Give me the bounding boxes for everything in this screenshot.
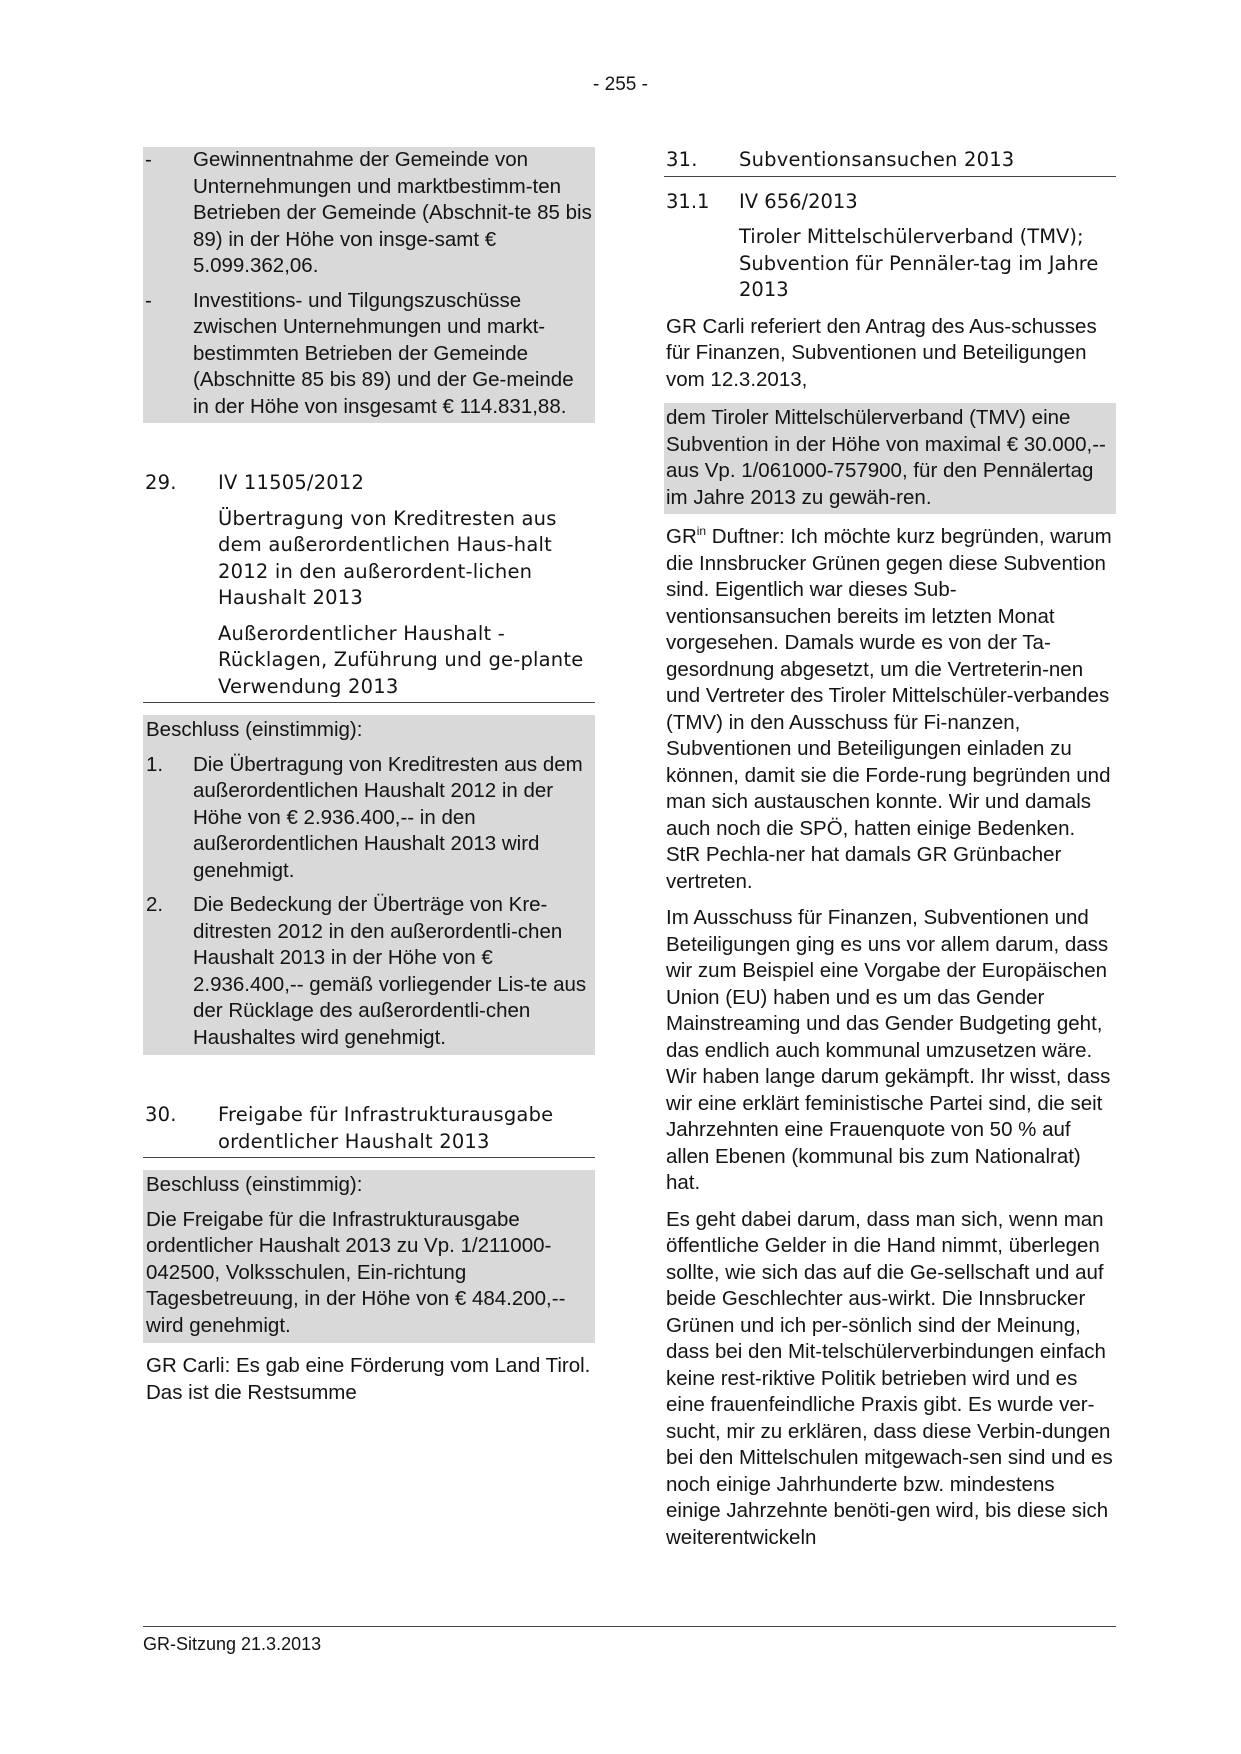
resolution-text: Die Freigabe für die Infrastrukturausgabe ordentlicher Haushalt 2013 zu Vp. 1/211000-042500, Volksschulen, Ein-richtung Tagesbetreuung, in der Höhe von € 484.200,-- wird genehmigt. <box>146 1207 566 1337</box>
right-column <box>664 147 1116 1551</box>
agenda-item-31-1 <box>664 189 1116 304</box>
speaker-superscript: in <box>696 524 707 539</box>
agenda-item-title: Subventionsansuchen 2013 <box>739 148 1015 171</box>
agenda-item-29 <box>143 470 595 703</box>
agenda-item-30 <box>143 1102 595 1158</box>
page-footer: GR-Sitzung 21.3.2013 <box>143 1626 1116 1658</box>
dash-marker: - <box>145 288 152 312</box>
list-item <box>143 147 595 280</box>
point-number: 2. <box>146 893 164 916</box>
page-number: - 255 - <box>593 74 648 95</box>
agenda-item-subtitle: Außerordentlicher Haushalt - Rücklagen, Zuführung und ge-plante Verwendung 2013 <box>218 621 584 698</box>
list-item-text: Investitions- und Tilgungszuschüsse zwischen Unternehmungen und markt-bestimmten Betrieben der Gemeinde (Abschnitte 85 bis 89) und der Ge-meinde in der Höhe von insgesamt € 114.831,88. <box>193 288 574 418</box>
resolution-label: Beschluss (einstimmig): <box>146 1173 363 1196</box>
speech-paragraph-2: Im Ausschuss für Finanzen, Subventionen und Beteiligungen ging es uns vor allem darum, dass wir zum Beispiel eine Vorgabe der Europäischen Union (EU) haben und es um das Gender Mainstreaming und das Gender Budgeting geht, das endlich auch kommunal umzusetzen wäre. Wir haben lange darum gekämpft. Ihr wisst, dass wir eine erklärt feministische Partei sind, die seit Jahrzehnten eine Frauenquote von 50 % auf allen Ebenen (kommunal bis zum Nationalrat) hat. <box>666 906 1111 1194</box>
motion-block: dem Tiroler Mittelschülerverband (TMV) eine Subvention in der Höhe von maximal € 30.000,-- aus Vp. 1/061000-757900, für den Pennälertag im Jahre 2013 zu gewäh-ren. <box>664 403 1116 514</box>
agenda-item-number: 30. <box>145 1103 177 1126</box>
left-column <box>143 147 595 1406</box>
list-item <box>143 288 595 421</box>
speech-text: Duftner: Ich möchte kurz begründen, warum die Innsbrucker Grünen gegen diese Subvention sind. Eigentlich war dieses Sub-ventionsansuchen bereits im letzten Monat vorgesehen. Damals wurde es von der Ta-gesordnung abgesetzt, um die Vertreterin-nen und Vertreter des Tiroler Mittelschüler-verbandes (TMV) in den Ausschuss für Fi-nanzen, Subventionen und Beteiligungen einladen zu können, damit sie die Forde-rung begründen und man sich austauschen konnte. Wir und damals auch noch die SPÖ, hatten einige Bedenken. StR Pechla-ner hat damals GR Grünbacher vertreten. <box>666 525 1112 893</box>
agenda-item-number: 31. <box>666 148 698 171</box>
dash-marker: - <box>145 148 152 171</box>
agenda-item-31 <box>664 147 1116 177</box>
point-number: 1. <box>146 752 164 776</box>
speaker-prefix: GR <box>666 525 697 548</box>
agenda-item-title: Übertragung von Kreditresten aus dem außerordentlichen Haus-halt 2012 in den außerordent-lichen Haushalt 2013 <box>218 506 557 609</box>
point-text: Die Bedeckung der Überträge von Kre-ditresten 2012 in den außerordentli-chen Haushalt 2013 in der Höhe von € 2.936.400,-- gemäß vorliegender Lis-te aus der Rücklage des außerordentli-chen Haushaltes wird genehmigt. <box>193 893 587 1049</box>
agenda-item-number: 31.1 <box>666 189 710 213</box>
duftner-speech <box>664 524 1116 895</box>
resolution-point <box>146 752 592 885</box>
agenda-item-title: Freigabe für Infrastrukturausgabe ordentlicher Haushalt 2013 <box>218 1103 554 1153</box>
speech-paragraph-3: Es geht dabei darum, dass man sich, wenn man öffentliche Gelder in die Hand nimmt, überlegen sollte, wie sich das auf die Ge-sellschaft und auf beide Geschlechter aus-wirkt. Die Innsbrucker Grünen und ich per-sönlich sind der Meinung, dass bei den Mit-telschülerverbindungen einfach keine rest-riktive Politik betrieben wird und es eine frauenfeindliche Praxis gibt. Es wurde ver-sucht, mir zu erklären, dass diese Verbin-dungen bei den Mittelschulen mitgewach-sen sind und es noch einige Jahrhunderte bzw. mindestens einige Jahrzehnte benöti-gen wird, bis diese sich weiterentwickeln <box>666 1207 1113 1549</box>
agenda-item-title: Tiroler Mittelschülerverband (TMV); Subvention für Pennäler-tag im Jahre 2013 <box>739 225 1099 301</box>
budget-dash-list <box>143 147 595 423</box>
agenda-item-number: 29. <box>145 471 177 494</box>
resolution-block-29 <box>143 715 595 1055</box>
resolution-label: Beschluss (einstimmig): <box>146 718 363 741</box>
carli-statement: GR Carli: Es gab eine Förderung vom Land Tirol. Das ist die Restsumme <box>146 1354 591 1404</box>
agenda-item-reference: IV 656/2013 <box>739 189 858 213</box>
agenda-item-reference: IV 11505/2012 <box>218 471 365 494</box>
resolution-block-30 <box>143 1170 595 1343</box>
point-text: Die Übertragung von Kreditresten aus dem außerordentlichen Haushalt 2012 in der Höhe von € 2.936.400,-- in den außerordentlichen Haushalt 2013 wird genehmigt. <box>193 752 583 882</box>
intro-paragraph: GR Carli referiert den Antrag des Aus-schusses für Finanzen, Subventionen und Beteiligungen vom 12.3.2013, <box>666 314 1097 391</box>
resolution-point <box>146 892 592 1051</box>
list-item-text: Gewinnentnahme der Gemeinde von Unternehmungen und marktbestimm-ten Betrieben der Gemeinde (Abschnit-te 85 bis 89) in der Höhe von insge-samt € 5.099.362,06. <box>193 148 592 277</box>
